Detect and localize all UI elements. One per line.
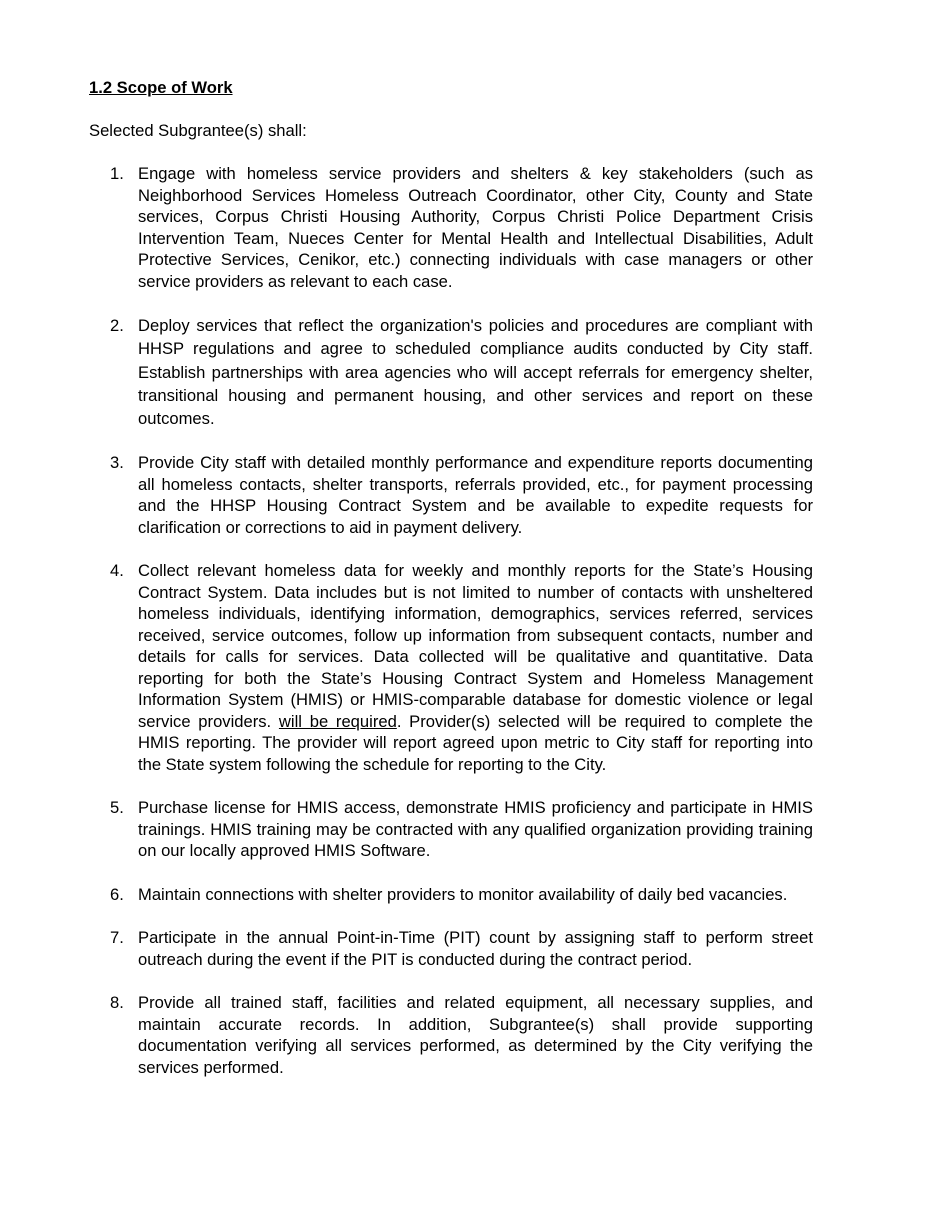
- item-text: Provide all trained staff, facilities and related equipment, all necessary supplies, and maintain accurate records. In addition, Subgrantee(s) shall provide supporting documentation verifying all services performed, as determined by the City verifying the services performed.: [138, 993, 813, 1077]
- item-number: 3.: [110, 453, 124, 473]
- item-number: 6.: [110, 884, 124, 904]
- scope-list: [89, 163, 813, 1078]
- item-text: Participate in the annual Point-in-Time (PIT) count by assigning staff to perform street outreach during the event if the PIT is conducted during the contract period.: [138, 928, 813, 969]
- list-item: [89, 560, 813, 775]
- list-item: [89, 314, 813, 430]
- item-text: Collect relevant homeless data for weekly and monthly reports for the State’s Housing Contract System. Data includes but is not limited to number of contacts with unsheltered homeless individuals, identifying information, demographics, services referred, services received, service outcomes, follow up information from subsequent contacts, number and details for calls for services. Data collected will be qualitative and quantitative. Data reporting for both the State’s Housing Contract System and Homeless Management Information System (HMIS) or HMIS-comparable database for domestic violence or legal service providers.: [138, 561, 813, 731]
- item-number: 7.: [110, 928, 124, 948]
- item-text: Engage with homeless service providers and shelters & key stakeholders (such as Neighborhood Services Homeless Outreach Coordinator, other City, County and State services, Corpus Christi Housing Authority, Corpus Christi Police Department Crisis Intervention Team, Nueces Center for Mental Health and Intellectual Disabilities, Adult Protective Services, Cenikor, etc.) connecting individuals with case managers or other service providers as relevant to each case.: [138, 164, 813, 291]
- item-number: 8.: [110, 993, 124, 1013]
- list-item: [89, 884, 813, 906]
- item-number: 5.: [110, 798, 124, 818]
- section-heading: 1.2 Scope of Work: [89, 78, 233, 97]
- underlined-text: will be required: [278, 711, 397, 731]
- list-item: [89, 452, 813, 538]
- list-item: [89, 992, 813, 1078]
- item-text: Provide City staff with detailed monthly performance and expenditure reports documenting all homeless contacts, shelter transports, referrals provided, etc., for payment processing and the HHSP Housing Contract System and be available to expedite requests for clarification or corrections to aid in payment delivery.: [138, 453, 813, 537]
- list-item: [89, 797, 813, 862]
- item-text: Purchase license for HMIS access, demonstrate HMIS proficiency and participate in HMIS trainings. HMIS training may be contracted with any qualified organization providing training on our locally approved HMIS Software.: [138, 798, 813, 861]
- item-text: Deploy services that reflect the organization's policies and procedures are compliant with HHSP regulations and agree to scheduled compliance audits conducted by City staff. Establish partnerships with area agencies who will accept referrals for emergency shelter, transitional housing and permanent housing, and other services and report on these outcomes.: [138, 316, 813, 429]
- item-text: Maintain connections with shelter providers to monitor availability of daily bed vacancies.: [138, 884, 788, 904]
- item-number: 1.: [110, 164, 124, 183]
- item-text: . Provider(s) selected will be required to complete the HMIS reporting. The provider will report agreed upon metric to City staff for reporting into the State system following the schedule for reporting to the City.: [138, 711, 813, 774]
- document-page: [89, 77, 813, 1100]
- list-item: [89, 163, 813, 292]
- list-item: [89, 927, 813, 970]
- intro-text: Selected Subgrantee(s) shall:: [89, 120, 307, 140]
- item-number: 2.: [110, 316, 124, 335]
- item-number: 4.: [110, 561, 124, 581]
